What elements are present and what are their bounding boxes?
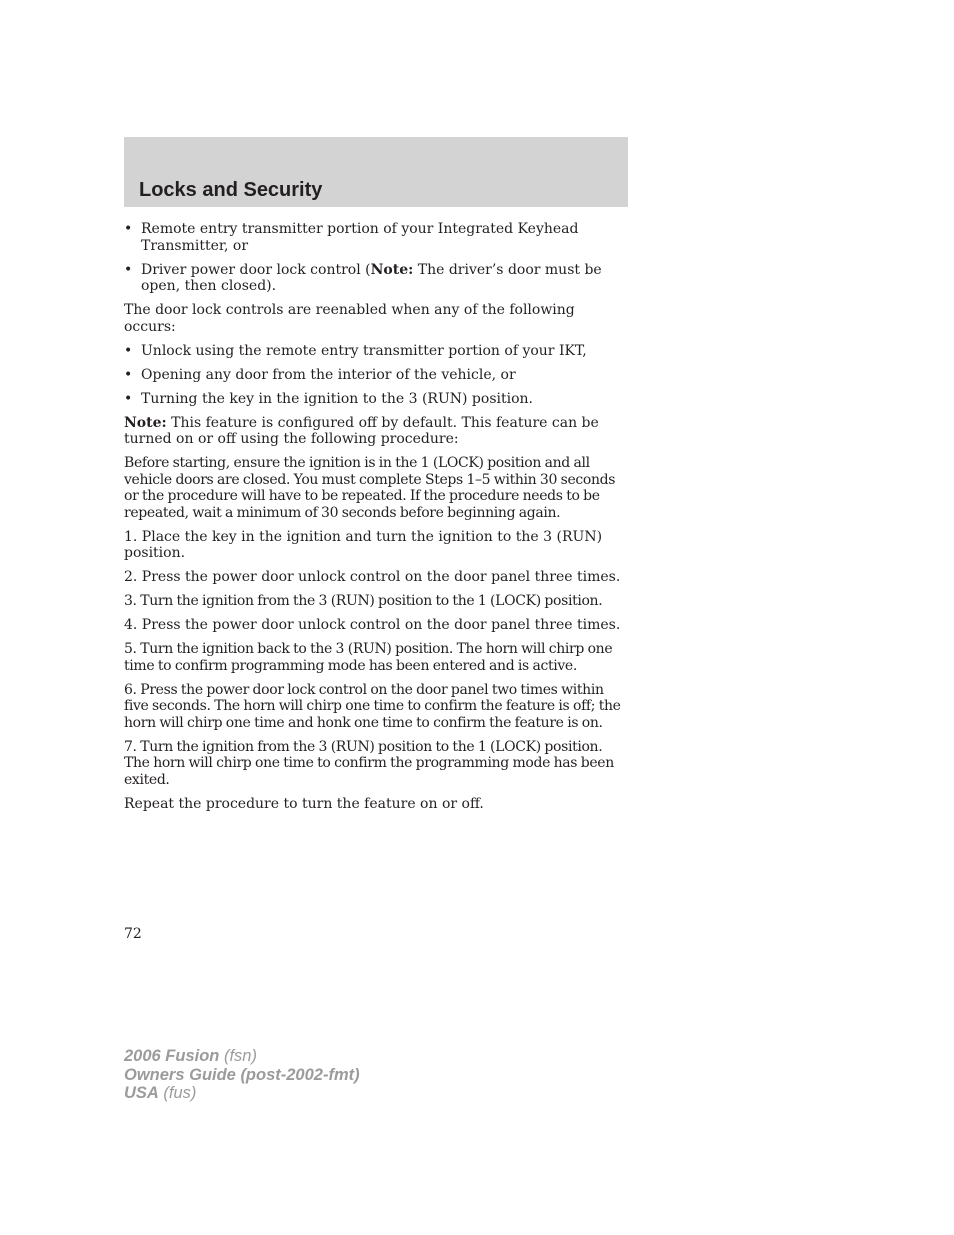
footer-market-name: USA [124,1084,159,1102]
footer-model-name: 2006 Fusion [124,1047,220,1065]
list-item [124,262,628,295]
footer-guide-name: Owners Guide (post-2002-fmt) [124,1065,360,1084]
list-item [124,221,628,254]
document-footer [124,1047,360,1103]
footer-line-model [124,1047,360,1066]
note-label: Note: [370,261,414,278]
list-item-text-suffix: The driver’s door must be open, then closed). [141,261,602,294]
section-title: Locks and Security [139,179,323,201]
footer-model-code: (fsn) [219,1047,257,1065]
list-item-text: Remote entry transmitter portion of your Integrated Keyhead Transmitter, or [141,221,579,254]
procedure-step: 3. Turn the ignition from the 3 (RUN) position to the 1 (LOCK) position. [124,593,603,609]
procedure-step: 5. Turn the ignition back to the 3 (RUN) position. The horn will chirp one time to confirm programming mode has been entered and is active. [124,641,613,674]
page-number: 72 [124,926,142,942]
note-label: Note: [124,414,167,431]
reenable-conditions-list [124,343,628,408]
repeat-paragraph: Repeat the procedure to turn the feature on or off. [124,795,484,812]
bullet-icon: • [124,366,133,383]
list-item-text: Unlock using the remote entry transmitter portion of your IKT, [141,342,587,359]
note-text: This feature is configured off by default. This feature can be turned on or off using the following procedure: [124,414,599,447]
footer-line-guide [124,1066,360,1085]
bullet-icon: • [124,342,133,359]
reenable-intro-paragraph: The door lock controls are reenabled when any of the following occurs: [124,302,575,335]
procedure-step: 6. Press the power door lock control on the door panel two times within five seconds. The horn will chirp one time to confirm the feature is off; the horn will chirp one time and honk one time to confirm the feature is on. [124,681,621,731]
list-item [124,391,628,408]
list-item [124,367,628,384]
bullet-icon: • [124,221,133,237]
page-content [124,221,628,820]
bullet-icon: • [124,261,133,278]
procedure-step: 1. Place the key in the ignition and turn the ignition to the 3 (RUN) position. [124,528,603,561]
footer-market-code: (fus) [158,1084,197,1102]
bullet-icon: • [124,390,133,407]
list-item-text: Turning the key in the ignition to the 3 (RUN) position. [141,390,533,407]
before-starting-paragraph: Before starting, ensure the ignition is in the 1 (LOCK) position and all vehicle doors are closed. You must complete Steps 1–5 within 30 seconds or the procedure will have to be repeated. If the procedure needs to be repeated, wait a minimum of 30 seconds before beginning again. [124,455,616,521]
list-item [124,343,628,360]
section-header-band [124,137,628,207]
footer-line-market [124,1084,360,1103]
procedure-step: 4. Press the power door unlock control on the door panel three times. [124,617,621,633]
procedure-step: 2. Press the power door unlock control on the door panel three times. [124,569,621,585]
procedure-step: 7. Turn the ignition from the 3 (RUN) position to the 1 (LOCK) position. The horn will chirp one time to confirm the programming mode has been exited. [124,738,614,788]
disable-conditions-list [124,221,628,295]
list-item-text-prefix: Driver power door lock control ( [141,261,371,278]
list-item-text: Opening any door from the interior of the vehicle, or [141,366,516,383]
note-paragraph [124,415,628,448]
